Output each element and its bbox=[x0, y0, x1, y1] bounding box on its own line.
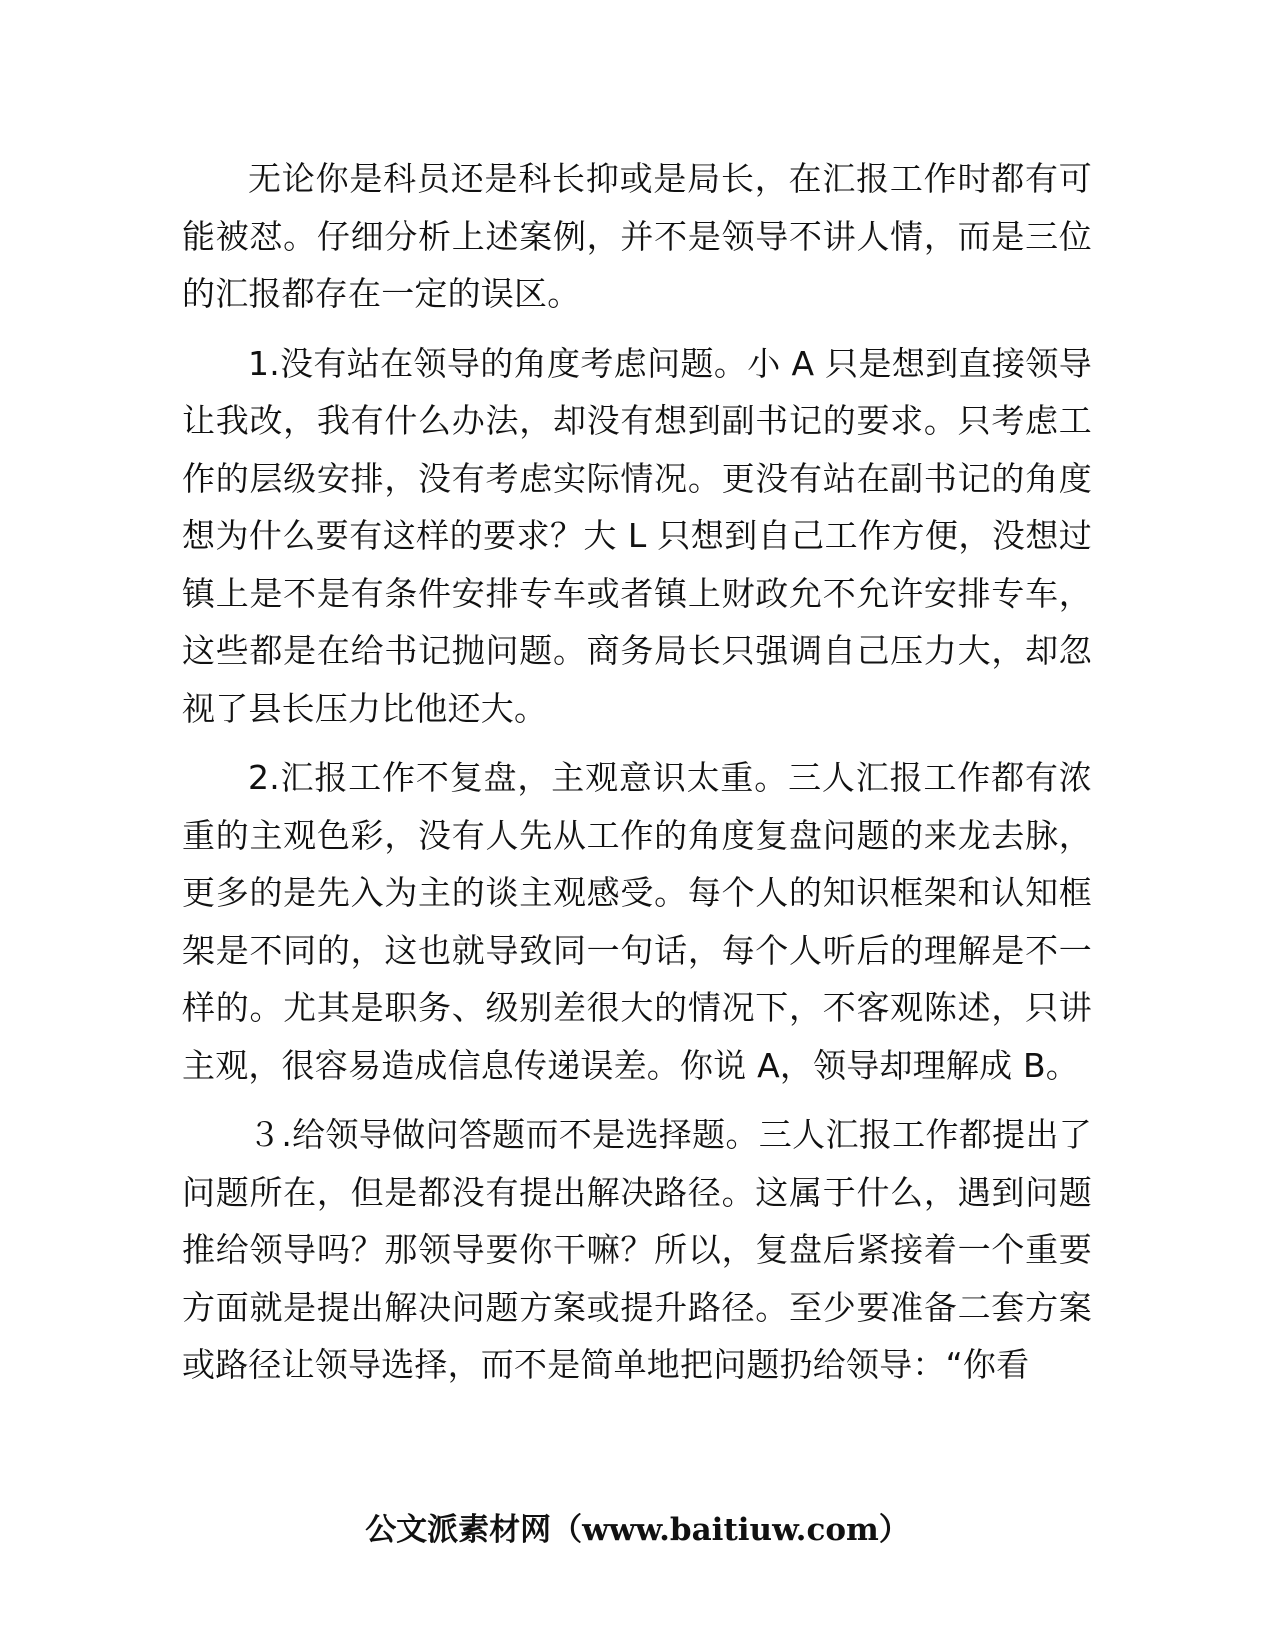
paragraph-intro: 无论你是科员还是科长抑或是局长，在汇报工作时都有可能被怼。仔细分析上述案例，并不是领导不讲人情，而是三位的汇报都存在一定的误区。 bbox=[182, 159, 1092, 313]
paragraph-point-1: 1.没有站在领导的角度考虑问题。小 A 只是想到直接领导让我改，我有什么办法，却没有想到副书记的要求。只考虑工作的层级安排，没有考虑实际情况。更没有站在副书记的角度想为什么要有这样的要求？大 L 只想到自己工作方便，没想过镇上是不是有条件安排专车或者镇上财政允不允许安排专车，这些都是在给书记抛问题。商务局长只强调自己压力大，却忽视了县长压力比他还大。 bbox=[182, 343, 1092, 728]
paragraph-point-3: ３.给领导做问答题而不是选择题。三人汇报工作都提出了问题所在，但是都没有提出解决路径。这属于什么，遇到问题推给领导吗？那领导要你干嘛？所以，复盘后紧接着一个重要方面就是提出解决问题方案或提升路径。至少要准备二套方案或路径让领导选择，而不是简单地把问题扔给领导：“你看 bbox=[182, 1115, 1092, 1384]
page-footer-watermark: 公文派素材网（www.baitiuw.com） bbox=[365, 1512, 910, 1548]
paragraph-point-2: 2.汇报工作不复盘，主观意识太重。三人汇报工作都有浓重的主观色彩，没有人先从工作的角度复盘问题的来龙去脉，更多的是先入为主的谈主观感受。每个人的知识框架和认知框架是不同的，这也就导致同一句话，每个人听后的理解是不一样的。尤其是职务、级别差很大的情况下，不客观陈述，只讲主观，很容易造成信息传递误差。你说 A，领导却理解成 B。 bbox=[182, 758, 1092, 1085]
document-body bbox=[182, 150, 1092, 1406]
